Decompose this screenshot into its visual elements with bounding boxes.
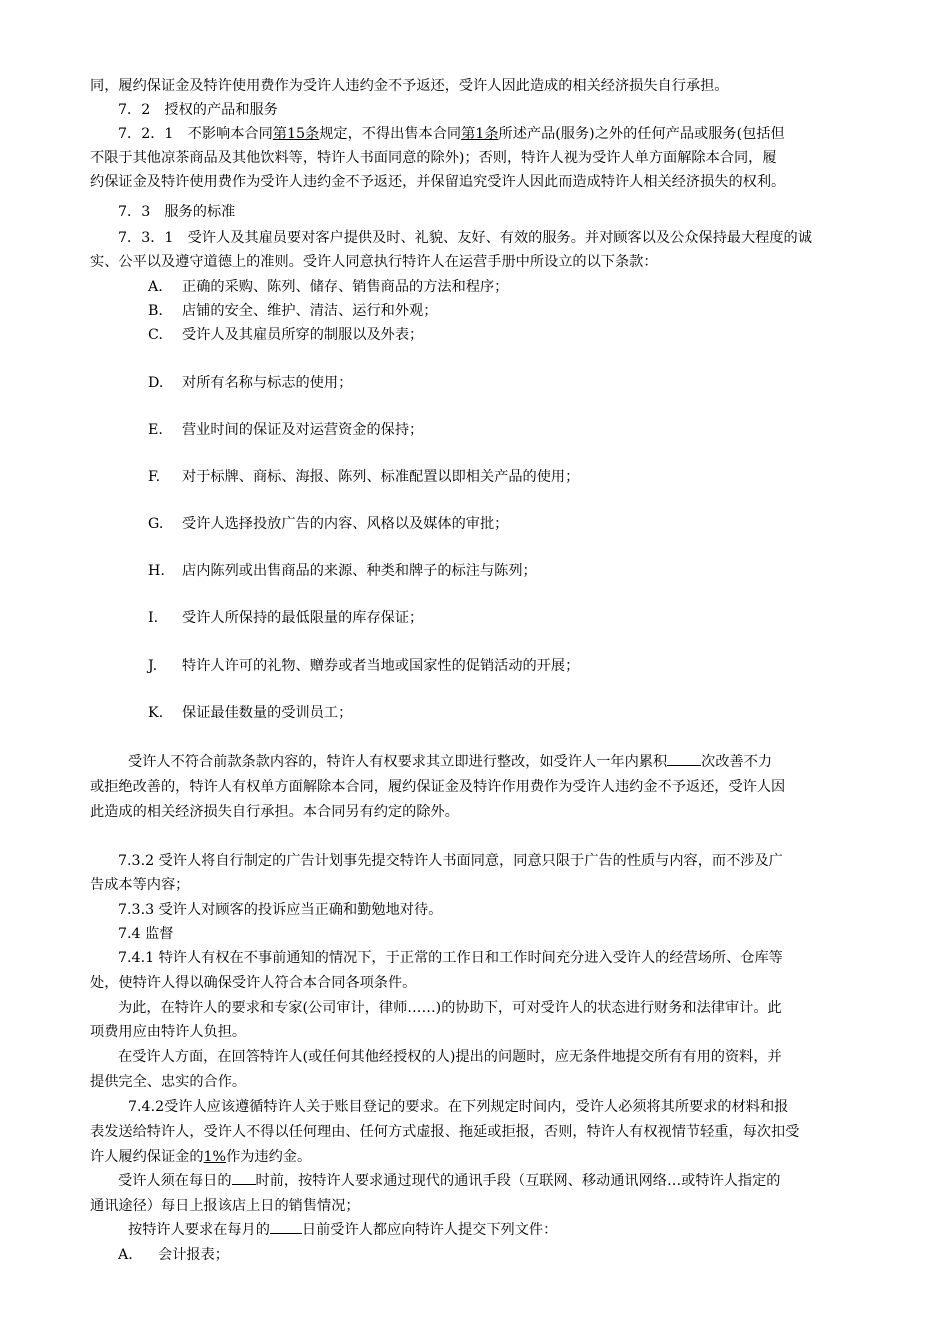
- list-text: 店内陈列或出售商品的来源、种类和牌子的标注与陈列；: [182, 563, 537, 579]
- fill-in-blank: [667, 750, 701, 766]
- paragraph-7-4-2-line1: 7.4.2受许人应该遵循特许人关于账目登记的要求。在下列规定时间内，受许人必须将其所要求的材料和报: [128, 1099, 789, 1115]
- list-text: 营业时间的保证及对运营资金的保持；: [182, 422, 424, 438]
- list-text: 受许人及其雇员所穿的制服以及外表；: [182, 327, 424, 343]
- penalty-percentage: 1%: [203, 1149, 227, 1165]
- list-letter: D.: [148, 375, 164, 391]
- list-item: [148, 654, 579, 678]
- paragraph-7-4-1-line1: 7.4.1 特许人有权在不事前通知的情况下，于正常的工作日和工作时间充分进入受许人的经营场所、仓库等: [118, 950, 783, 966]
- list-item: [148, 465, 579, 489]
- list-letter: B.: [148, 303, 163, 319]
- list-text: 会计报表；: [158, 1247, 229, 1263]
- list-item: [148, 275, 508, 299]
- list-text: 特许人许可的礼物、赠券或者当地或国家性的促销活动的开展；: [182, 658, 580, 674]
- list-letter: A.: [148, 279, 163, 295]
- paragraph-monthly: [128, 1218, 862, 1242]
- list-text: 保证最佳数量的受训员工；: [182, 705, 353, 721]
- fill-in-blank: [232, 1169, 256, 1185]
- list-letter: H.: [148, 563, 165, 579]
- text-segment: 规定，不得出售本合同: [319, 126, 462, 142]
- list-item: [148, 418, 423, 442]
- heading-7-2: 7．2 授权的产品和服务: [118, 102, 278, 118]
- list-text: 对于标牌、商标、海报、陈列、标准配置以即相关产品的使用；: [182, 469, 580, 485]
- list-letter: F.: [148, 469, 161, 485]
- paragraph-answer-line2: 提供完全、忠实的合作。: [90, 1074, 247, 1090]
- paragraph-daily-line1: [118, 1169, 862, 1193]
- paragraph-violation-line2: 或拒绝改善的，特许人有权单方面解除本合同，履约保证金及特许作用费作为受许人违约金不予返还，受许人因: [90, 779, 786, 795]
- list-letter: C.: [148, 327, 163, 343]
- text-segment: 所述产品(服务)之外的任何产品或服务(包括但: [498, 126, 785, 142]
- list-letter: E.: [148, 422, 163, 438]
- list-item: [148, 323, 423, 347]
- paragraph-7-4-2-line2: 表发送给特许人，受许人不得以任何理由、任何方式虚报、拖延或拒报，否则，特许人有权视情节轻重，每次扣受: [90, 1124, 800, 1140]
- paragraph-audit-line2: 项费用应由特许人负担。: [90, 1024, 247, 1040]
- text-segment: 许人履约保证金的: [90, 1149, 204, 1165]
- paragraph-7-4-1-line2: 处，使特许人得以确保受许人符合本合同各项条件。: [90, 975, 417, 991]
- paragraph-audit-line1: 为此，在特许人的要求和专家(公司审计，律师……)的协助下，可对受许人的状态进行财务和法律审计。此: [118, 1000, 782, 1016]
- paragraph-7-3-3: 7.3.3 受许人对顾客的投诉应当正确和勤勉地对待。: [118, 902, 443, 918]
- paragraph-opening: 同，履约保证金及特许使用费作为受许人违约金不予返还，受许人因此造成的相关经济损失自行承担。: [90, 78, 729, 94]
- paragraph-daily-line2: 通讯途径）每日上报该店上日的销售情况；: [90, 1198, 360, 1214]
- list-letter: J.: [148, 658, 158, 674]
- heading-7-3: 7．3 服务的标准: [118, 204, 236, 220]
- text-segment: 受许人不符合前款条款内容的，特许人有权要求其立即进行整改，如受许人一年内累积: [128, 754, 668, 770]
- paragraph-7-2-1-line1: [118, 122, 862, 146]
- text-segment: 次改善不力: [701, 754, 773, 770]
- list-item: [148, 299, 437, 323]
- list-letter: G.: [148, 516, 164, 532]
- paragraph-violation-line1: [128, 750, 862, 774]
- text-segment: 7．2．1 不影响本合同: [118, 126, 273, 142]
- list-letter: I.: [148, 610, 159, 626]
- list-text: 受许人选择投放广告的内容、风格以及媒体的审批；: [182, 516, 509, 532]
- paragraph-7-3-2-line1: 7.3.2 受许人将自行制定的广告计划事先提交特许人书面同意，同意只限于广告的性质与内容，而不涉及广: [118, 853, 783, 869]
- paragraph-7-3-1-line2: 实、公平以及遵守道德上的准则。受许人同意执行特许人在运营手册中所设立的以下条款：: [90, 254, 658, 270]
- list-item: [118, 1243, 229, 1267]
- paragraph-7-3-1-line1: 7．3．1 受许人及其雇员要对客户提供及时、礼貌、友好、有效的服务。并对顾客以及公众保持最大程度的诚: [118, 230, 812, 246]
- text-segment: 受许人须在每日的: [118, 1173, 232, 1189]
- text-segment: 日前受许人都应向特许人提交下列文件：: [301, 1222, 558, 1238]
- paragraph-7-2-1-line2: 不限于其他凉茶商品及其他饮料等，特许人书面同意的除外)；否则，特许人视为受许人单方面解除本合同，履: [90, 150, 777, 166]
- list-text: 正确的采购、陈列、储存、销售商品的方法和程序；: [182, 279, 509, 295]
- list-item: [148, 606, 423, 630]
- list-item: [148, 701, 352, 725]
- list-item: [148, 371, 352, 395]
- paragraph-violation-line3: 此造成的相关经济损失自行承担。本合同另有约定的除外。: [90, 804, 459, 820]
- heading-7-4: 7.4 监督: [118, 926, 174, 942]
- fill-in-blank: [270, 1218, 302, 1234]
- list-item: [148, 559, 537, 583]
- text-segment: 作为违约金。: [226, 1149, 312, 1165]
- paragraph-7-3-2-line2: 告成本等内容；: [90, 877, 190, 893]
- list-text: 对所有名称与标志的使用；: [182, 375, 353, 391]
- text-segment: 按特许人要求在每月的: [128, 1222, 270, 1238]
- list-item: [148, 512, 508, 536]
- paragraph-answer-line1: 在受许人方面，在回答特许人(或任何其他经授权的人)提出的问题时，应无条件地提交所有有用的资料，并: [118, 1049, 782, 1065]
- article-reference: 第1条: [461, 126, 499, 142]
- paragraph-7-4-2-line3: [90, 1145, 862, 1169]
- list-text: 店铺的安全、维护、清洁、运行和外观；: [182, 303, 438, 319]
- text-segment: 时前，按特许人要求通过现代的通讯手段（互联网、移动通讯网络…或特许人指定的: [255, 1173, 781, 1189]
- list-letter: A.: [118, 1247, 133, 1263]
- list-text: 受许人所保持的最低限量的库存保证；: [182, 610, 424, 626]
- paragraph-7-2-1-line3: 约保证金及特许使用费作为受许人违约金不予返还，并保留追究受许人因此而造成特许人相关经济损失的权利。: [90, 174, 786, 190]
- list-letter: K.: [148, 705, 164, 721]
- article-reference: 第15条: [272, 126, 320, 142]
